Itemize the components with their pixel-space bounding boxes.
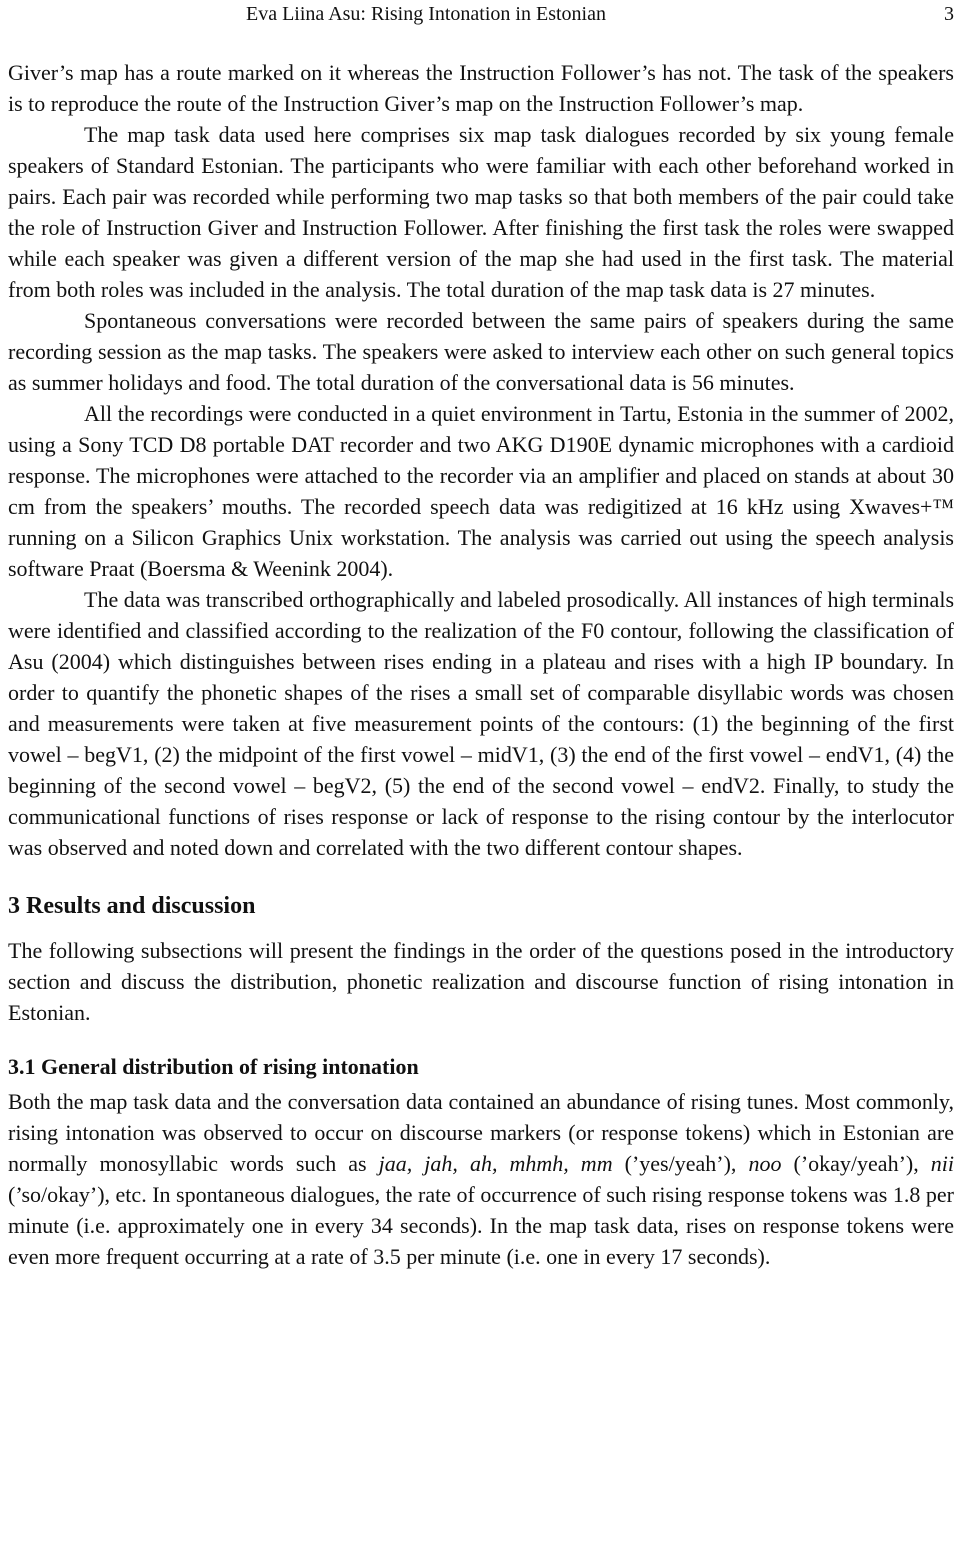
distribution-text-c: (’okay/yeah’), <box>781 1151 931 1176</box>
paragraph-recordings: All the recordings were conducted in a quiet environment in Tartu, Estonia in the summer of 2002, using a Sony TCD D8 portable DAT recorder and two AKG D190E dynamic microphones with a cardioid response. The microphones were attached to the recorder via an amplifier and placed on stands at about 30 cm from the speakers’ mouths. The recorded speech data was redigitized at 16 kHz using Xwaves+™ running on a Silicon Graphics Unix workstation. The analysis was carried out using the speech analysis software Praat (Boersma & Weenink 2004). <box>8 401 954 581</box>
running-header <box>8 0 954 30</box>
paragraph-spontaneous-conversations: Spontaneous conversations were recorded between the same pairs of speakers during the same recording session as the map tasks. The speakers were asked to interview each other on such general topics as summer holidays and food. The total duration of the conversational data is 56 minutes. <box>8 308 954 395</box>
page-number: 3 <box>944 3 954 25</box>
body-text <box>8 57 954 1272</box>
subsection-heading-distribution: 3.1 General distribution of rising intonation <box>8 1054 419 1079</box>
term-response-tokens: jaa, jah, ah, mhmh, mm <box>378 1151 613 1176</box>
distribution-text-a: Both the map task data and the conversation data contained an abundance of rising tunes. Most commonly, rising intonation was observed to occur on discourse markers (or response tokens) which in Estonian are normally monosyllabic words such as <box>8 1089 954 1176</box>
term-nii: nii <box>930 1151 955 1176</box>
running-title: Eva Liina Asu: Rising Intonation in Estonian <box>246 3 606 25</box>
term-noo: noo <box>748 1151 782 1176</box>
document-page <box>8 0 954 1272</box>
paragraph-continuation: Giver’s map has a route marked on it whereas the Instruction Follower’s has not. The task of the speakers is to reproduce the route of the Instruction Giver’s map on the Instruction Follower’s map. <box>8 60 954 116</box>
paragraph-transcription: The data was transcribed orthographically and labeled prosodically. All instances of high terminals were identified and classified according to the realization of the F0 contour, following the classification of Asu (2004) which distinguishes between rises ending in a plateau and rises with a high IP boundary. In order to quantify the phonetic shapes of the rises a small set of comparable disyllabic words was chosen and measurements were taken at five measurement points of the contours: (1) the beginning of the first vowel – begV1, (2) the midpoint of the first vowel – midV1, (3) the end of the first vowel – endV1, (4) the beginning of the second vowel – begV2, (5) the end of the second vowel – endV2. Finally, to study the communicational functions of rises response or lack of response to the rising contour by the interlocutor was observed and noted down and correlated with the two different contour shapes. <box>8 587 954 860</box>
paragraph-results-intro: The following subsections will present the findings in the order of the questions posed in the introductory section and discuss the distribution, phonetic realization and discourse function of rising intonation in Estonian. <box>8 938 954 1025</box>
paragraph-map-task-data: The map task data used here comprises six map task dialogues recorded by six young female speakers of Standard Estonian. The participants who were familiar with each other beforehand worked in pairs. Each pair was recorded while performing two map tasks so that both members of the pair could take the role of Instruction Giver and Instruction Follower. After finishing the first task the roles were swapped while each speaker was given a different version of the map she had used in the first task. The material from both roles was included in the analysis. The total duration of the map task data is 27 minutes. <box>8 122 954 302</box>
paragraph-distribution <box>8 1086 954 1272</box>
distribution-text-b: (’yes/yeah’), <box>612 1151 749 1176</box>
distribution-text-d: (’so/okay’), etc. In spontaneous dialogues, the rate of occurrence of such rising response tokens was 1.8 per minute (i.e. approximately one in every 34 seconds). In the map task data, rises on response tokens were even more frequent occurring at a rate of 3.5 per minute (i.e. one in every 17 seconds). <box>8 1182 954 1269</box>
section-heading-results: 3 Results and discussion <box>8 893 256 919</box>
